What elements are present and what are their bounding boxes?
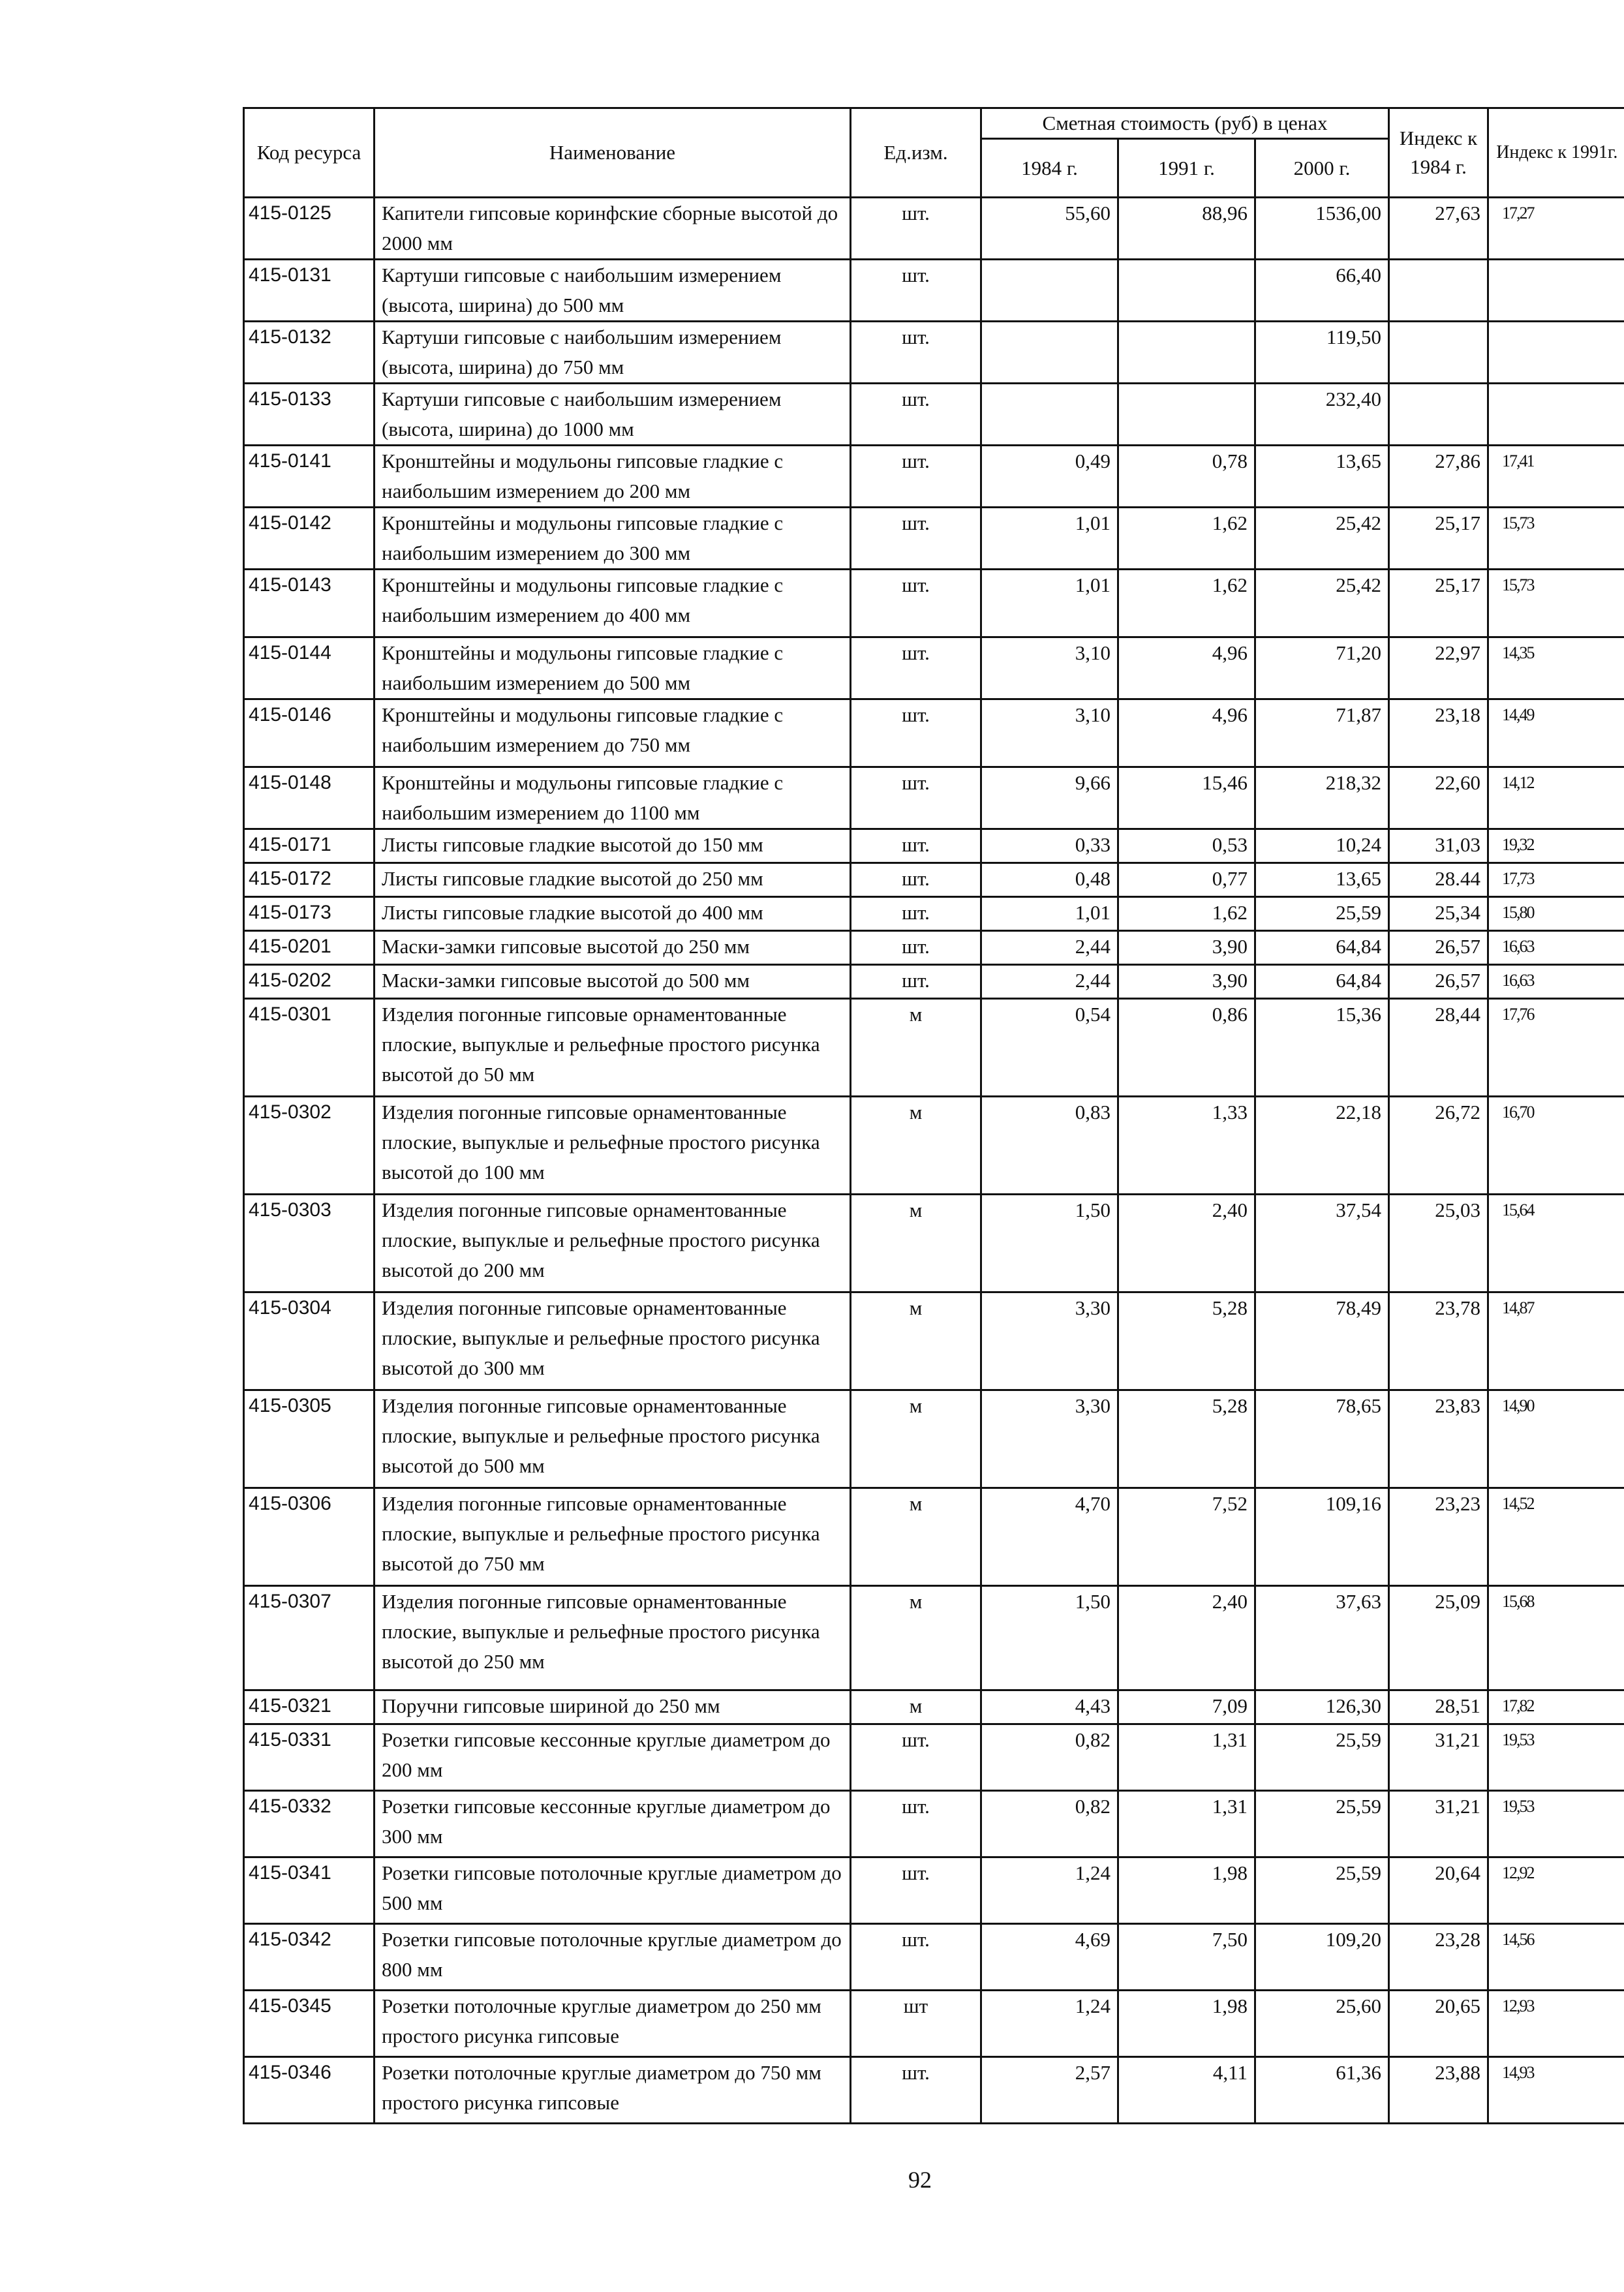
row-code: 415-0142 bbox=[244, 508, 375, 570]
row-price-1984: 0,54 bbox=[981, 999, 1118, 1097]
row-price-2000: 25,42 bbox=[1255, 570, 1389, 637]
table-row bbox=[244, 931, 1624, 965]
row-price-2000: 218,32 bbox=[1255, 767, 1389, 829]
row-code: 415-0125 bbox=[244, 198, 375, 260]
row-name: Розетки гипсовые потолочные круглые диаметром до 800 мм bbox=[375, 1924, 851, 1991]
row-price-1991: 1,62 bbox=[1118, 570, 1255, 637]
row-price-1984: 0,48 bbox=[981, 863, 1118, 897]
table-row bbox=[244, 1097, 1624, 1195]
row-price-1984: 0,33 bbox=[981, 829, 1118, 863]
row-price-1984 bbox=[981, 384, 1118, 446]
row-price-1984: 2,44 bbox=[981, 965, 1118, 999]
row-price-1991: 7,50 bbox=[1118, 1924, 1255, 1991]
row-code: 415-0171 bbox=[244, 829, 375, 863]
row-unit: шт. bbox=[851, 1791, 981, 1857]
row-price-2000: 13,65 bbox=[1255, 446, 1389, 508]
table-row bbox=[244, 699, 1624, 767]
row-price-1991: 7,09 bbox=[1118, 1690, 1255, 1724]
row-index-1984: 23,18 bbox=[1389, 699, 1488, 767]
row-name: Капители гипсовые коринфские сборные высотой до 2000 мм bbox=[375, 198, 851, 260]
row-name: Изделия погонные гипсовые орнаментованные плоские, выпуклые и рельефные простого рисунка высотой до 200 мм bbox=[375, 1195, 851, 1292]
row-name: Листы гипсовые гладкие высотой до 250 мм bbox=[375, 863, 851, 897]
row-index-1984: 25,03 bbox=[1389, 1195, 1488, 1292]
row-code: 415-0143 bbox=[244, 570, 375, 637]
row-unit: шт. bbox=[851, 384, 981, 446]
header-code: Код ресурса bbox=[244, 108, 375, 198]
row-code: 415-0133 bbox=[244, 384, 375, 446]
row-code: 415-0303 bbox=[244, 1195, 375, 1292]
row-unit: шт. bbox=[851, 1857, 981, 1924]
row-index-1991: 14,90 bbox=[1488, 1390, 1624, 1488]
table-row bbox=[244, 863, 1624, 897]
row-index-1984: 26,57 bbox=[1389, 931, 1488, 965]
row-unit: шт. bbox=[851, 508, 981, 570]
row-code: 415-0131 bbox=[244, 260, 375, 322]
table-row bbox=[244, 637, 1624, 699]
row-price-1991: 1,31 bbox=[1118, 1791, 1255, 1857]
row-index-1991: 14,49 bbox=[1488, 699, 1624, 767]
row-index-1984: 31,21 bbox=[1389, 1724, 1488, 1791]
row-unit: м bbox=[851, 1195, 981, 1292]
header-cost-group: Сметная стоимость (руб) в ценах bbox=[981, 108, 1389, 139]
row-price-2000: 25,59 bbox=[1255, 897, 1389, 931]
row-price-2000: 119,50 bbox=[1255, 322, 1389, 384]
row-price-1991: 1,98 bbox=[1118, 1857, 1255, 1924]
table-row bbox=[244, 1724, 1624, 1791]
table-row bbox=[244, 1791, 1624, 1857]
row-index-1984: 28,51 bbox=[1389, 1690, 1488, 1724]
row-index-1984: 23,78 bbox=[1389, 1292, 1488, 1390]
row-price-1991: 7,52 bbox=[1118, 1488, 1255, 1586]
row-price-1991: 5,28 bbox=[1118, 1292, 1255, 1390]
row-code: 415-0304 bbox=[244, 1292, 375, 1390]
table-row bbox=[244, 965, 1624, 999]
row-price-2000: 25,59 bbox=[1255, 1857, 1389, 1924]
row-price-1984: 1,50 bbox=[981, 1586, 1118, 1690]
row-price-1991: 15,46 bbox=[1118, 767, 1255, 829]
row-price-1984: 2,44 bbox=[981, 931, 1118, 965]
table-row bbox=[244, 1195, 1624, 1292]
header-year-1984: 1984 г. bbox=[981, 139, 1118, 198]
row-unit: шт. bbox=[851, 931, 981, 965]
row-unit: шт. bbox=[851, 897, 981, 931]
row-index-1991: 16,63 bbox=[1488, 965, 1624, 999]
row-index-1991: 15,80 bbox=[1488, 897, 1624, 931]
row-index-1984 bbox=[1389, 260, 1488, 322]
row-price-2000: 126,30 bbox=[1255, 1690, 1389, 1724]
row-index-1991: 16,70 bbox=[1488, 1097, 1624, 1195]
row-price-2000: 1536,00 bbox=[1255, 198, 1389, 260]
row-name: Маски-замки гипсовые высотой до 250 мм bbox=[375, 931, 851, 965]
table-row bbox=[244, 198, 1624, 260]
table-row bbox=[244, 1991, 1624, 2057]
row-index-1984: 31,03 bbox=[1389, 829, 1488, 863]
row-price-1991: 0,77 bbox=[1118, 863, 1255, 897]
table-row bbox=[244, 508, 1624, 570]
row-index-1991: 14,52 bbox=[1488, 1488, 1624, 1586]
row-name: Розетки потолочные круглые диаметром до 250 мм простого рисунка гипсовые bbox=[375, 1991, 851, 2057]
row-price-2000: 109,20 bbox=[1255, 1924, 1389, 1991]
row-name: Розетки гипсовые кессонные круглые диаметром до 200 мм bbox=[375, 1724, 851, 1791]
row-price-1991: 2,40 bbox=[1118, 1195, 1255, 1292]
table-row bbox=[244, 446, 1624, 508]
row-code: 415-0141 bbox=[244, 446, 375, 508]
row-code: 415-0341 bbox=[244, 1857, 375, 1924]
row-unit: м bbox=[851, 1488, 981, 1586]
row-code: 415-0301 bbox=[244, 999, 375, 1097]
row-unit: шт. bbox=[851, 322, 981, 384]
row-index-1984: 27,63 bbox=[1389, 198, 1488, 260]
row-price-2000: 25,59 bbox=[1255, 1724, 1389, 1791]
row-unit: шт. bbox=[851, 863, 981, 897]
row-code: 415-0306 bbox=[244, 1488, 375, 1586]
row-code: 415-0201 bbox=[244, 931, 375, 965]
row-index-1984: 23,23 bbox=[1389, 1488, 1488, 1586]
row-price-2000: 78,65 bbox=[1255, 1390, 1389, 1488]
row-index-1991 bbox=[1488, 322, 1624, 384]
row-code: 415-0146 bbox=[244, 699, 375, 767]
row-index-1991: 14,56 bbox=[1488, 1924, 1624, 1991]
row-code: 415-0307 bbox=[244, 1586, 375, 1690]
row-index-1984: 28.44 bbox=[1389, 863, 1488, 897]
row-index-1984: 25,17 bbox=[1389, 508, 1488, 570]
row-unit: шт. bbox=[851, 767, 981, 829]
row-price-2000: 64,84 bbox=[1255, 965, 1389, 999]
row-index-1991: 19,53 bbox=[1488, 1724, 1624, 1791]
row-price-2000: 71,20 bbox=[1255, 637, 1389, 699]
row-price-1984: 0,82 bbox=[981, 1791, 1118, 1857]
table-row bbox=[244, 897, 1624, 931]
row-price-1991: 2,40 bbox=[1118, 1586, 1255, 1690]
row-name: Изделия погонные гипсовые орнаментованные плоские, выпуклые и рельефные простого рисунка высотой до 300 мм bbox=[375, 1292, 851, 1390]
header-unit: Ед.изм. bbox=[851, 108, 981, 198]
row-name: Поручни гипсовые шириной до 250 мм bbox=[375, 1690, 851, 1724]
row-price-1984: 55,60 bbox=[981, 198, 1118, 260]
table-row bbox=[244, 570, 1624, 637]
row-code: 415-0302 bbox=[244, 1097, 375, 1195]
row-name: Изделия погонные гипсовые орнаментованные плоские, выпуклые и рельефные простого рисунка высотой до 250 мм bbox=[375, 1586, 851, 1690]
table-row bbox=[244, 384, 1624, 446]
row-price-1984: 0,82 bbox=[981, 1724, 1118, 1791]
row-unit: шт. bbox=[851, 260, 981, 322]
row-price-1991: 4,11 bbox=[1118, 2057, 1255, 2124]
row-index-1991: 14,87 bbox=[1488, 1292, 1624, 1390]
row-price-2000: 64,84 bbox=[1255, 931, 1389, 965]
header-year-1991: 1991 г. bbox=[1118, 139, 1255, 198]
row-price-2000: 37,63 bbox=[1255, 1586, 1389, 1690]
row-index-1991: 15,73 bbox=[1488, 570, 1624, 637]
row-price-1984: 1,50 bbox=[981, 1195, 1118, 1292]
row-price-2000: 78,49 bbox=[1255, 1292, 1389, 1390]
row-index-1984: 25,09 bbox=[1389, 1586, 1488, 1690]
row-unit: шт. bbox=[851, 446, 981, 508]
table-row bbox=[244, 1488, 1624, 1586]
row-index-1984: 26,57 bbox=[1389, 965, 1488, 999]
row-price-1984: 0,49 bbox=[981, 446, 1118, 508]
row-code: 415-0132 bbox=[244, 322, 375, 384]
row-name: Розетки гипсовые потолочные круглые диаметром до 500 мм bbox=[375, 1857, 851, 1924]
row-index-1984: 20,65 bbox=[1389, 1991, 1488, 2057]
row-unit: м bbox=[851, 1292, 981, 1390]
row-index-1991: 15,73 bbox=[1488, 508, 1624, 570]
row-name: Кронштейны и модульоны гипсовые гладкие с наибольшим измерением до 300 мм bbox=[375, 508, 851, 570]
row-index-1991: 17,27 bbox=[1488, 198, 1624, 260]
table-row bbox=[244, 322, 1624, 384]
row-unit: м bbox=[851, 1586, 981, 1690]
row-index-1991: 19,32 bbox=[1488, 829, 1624, 863]
row-price-2000: 25,42 bbox=[1255, 508, 1389, 570]
row-price-1984: 9,66 bbox=[981, 767, 1118, 829]
table-row bbox=[244, 1390, 1624, 1488]
row-name: Изделия погонные гипсовые орнаментованные плоские, выпуклые и рельефные простого рисунка высотой до 50 мм bbox=[375, 999, 851, 1097]
row-name: Кронштейны и модульоны гипсовые гладкие с наибольшим измерением до 400 мм bbox=[375, 570, 851, 637]
row-price-1984: 4,70 bbox=[981, 1488, 1118, 1586]
row-index-1991: 12,92 bbox=[1488, 1857, 1624, 1924]
row-code: 415-0148 bbox=[244, 767, 375, 829]
row-name: Картуши гипсовые с наибольшим измерением (высота, ширина) до 1000 мм bbox=[375, 384, 851, 446]
row-price-1991: 88,96 bbox=[1118, 198, 1255, 260]
row-unit: шт. bbox=[851, 965, 981, 999]
row-index-1991: 12,93 bbox=[1488, 1991, 1624, 2057]
row-index-1984: 25,17 bbox=[1389, 570, 1488, 637]
header-year-2000: 2000 г. bbox=[1255, 139, 1389, 198]
row-unit: шт. bbox=[851, 570, 981, 637]
header-name: Наименование bbox=[375, 108, 851, 198]
row-index-1991: 15,64 bbox=[1488, 1195, 1624, 1292]
row-code: 415-0144 bbox=[244, 637, 375, 699]
row-index-1984: 31,21 bbox=[1389, 1791, 1488, 1857]
row-price-1991: 0,78 bbox=[1118, 446, 1255, 508]
row-index-1991: 17,41 bbox=[1488, 446, 1624, 508]
row-index-1991: 19,53 bbox=[1488, 1791, 1624, 1857]
row-price-1984: 1,01 bbox=[981, 570, 1118, 637]
row-unit: м bbox=[851, 1390, 981, 1488]
row-price-1984: 2,57 bbox=[981, 2057, 1118, 2124]
row-index-1991: 14,35 bbox=[1488, 637, 1624, 699]
row-price-1984: 3,10 bbox=[981, 699, 1118, 767]
row-price-1984 bbox=[981, 322, 1118, 384]
row-code: 415-0332 bbox=[244, 1791, 375, 1857]
row-price-1991 bbox=[1118, 322, 1255, 384]
row-code: 415-0345 bbox=[244, 1991, 375, 2057]
row-index-1984: 23,28 bbox=[1389, 1924, 1488, 1991]
row-code: 415-0202 bbox=[244, 965, 375, 999]
row-code: 415-0321 bbox=[244, 1690, 375, 1724]
row-index-1984: 22,97 bbox=[1389, 637, 1488, 699]
table-row bbox=[244, 1857, 1624, 1924]
row-price-1984: 4,69 bbox=[981, 1924, 1118, 1991]
row-price-1984: 3,10 bbox=[981, 637, 1118, 699]
row-price-2000: 61,36 bbox=[1255, 2057, 1389, 2124]
row-price-2000: 25,60 bbox=[1255, 1991, 1389, 2057]
row-price-1984: 1,24 bbox=[981, 1857, 1118, 1924]
row-price-2000: 71,87 bbox=[1255, 699, 1389, 767]
row-price-1991: 3,90 bbox=[1118, 931, 1255, 965]
row-price-1984: 4,43 bbox=[981, 1690, 1118, 1724]
row-price-1991: 1,62 bbox=[1118, 897, 1255, 931]
row-price-2000: 109,16 bbox=[1255, 1488, 1389, 1586]
row-index-1984: 27,86 bbox=[1389, 446, 1488, 508]
row-name: Листы гипсовые гладкие высотой до 400 мм bbox=[375, 897, 851, 931]
header-index-1984: Индекс к 1984 г. bbox=[1389, 108, 1488, 198]
row-price-1991: 1,98 bbox=[1118, 1991, 1255, 2057]
row-price-2000: 13,65 bbox=[1255, 863, 1389, 897]
row-unit: шт. bbox=[851, 1724, 981, 1791]
row-price-1984: 3,30 bbox=[981, 1390, 1118, 1488]
row-price-1984 bbox=[981, 260, 1118, 322]
row-price-2000: 232,40 bbox=[1255, 384, 1389, 446]
row-code: 415-0346 bbox=[244, 2057, 375, 2124]
row-price-1984: 1,01 bbox=[981, 508, 1118, 570]
row-name: Изделия погонные гипсовые орнаментованные плоские, выпуклые и рельефные простого рисунка высотой до 750 мм bbox=[375, 1488, 851, 1586]
table-row bbox=[244, 1924, 1624, 1991]
row-price-1991: 5,28 bbox=[1118, 1390, 1255, 1488]
row-name: Кронштейны и модульоны гипсовые гладкие с наибольшим измерением до 1100 мм bbox=[375, 767, 851, 829]
row-price-2000: 15,36 bbox=[1255, 999, 1389, 1097]
row-unit: шт. bbox=[851, 2057, 981, 2124]
row-name: Картуши гипсовые с наибольшим измерением (высота, ширина) до 500 мм bbox=[375, 260, 851, 322]
row-price-1991: 1,62 bbox=[1118, 508, 1255, 570]
row-price-2000: 25,59 bbox=[1255, 1791, 1389, 1857]
row-price-2000: 37,54 bbox=[1255, 1195, 1389, 1292]
row-code: 415-0305 bbox=[244, 1390, 375, 1488]
row-index-1984 bbox=[1389, 384, 1488, 446]
table-row bbox=[244, 999, 1624, 1097]
row-price-2000: 66,40 bbox=[1255, 260, 1389, 322]
row-price-1991: 4,96 bbox=[1118, 637, 1255, 699]
row-code: 415-0173 bbox=[244, 897, 375, 931]
row-unit: шт. bbox=[851, 699, 981, 767]
page-number: 92 bbox=[908, 2167, 932, 2193]
row-code: 415-0331 bbox=[244, 1724, 375, 1791]
row-code: 415-0172 bbox=[244, 863, 375, 897]
row-unit: шт bbox=[851, 1991, 981, 2057]
row-price-1991 bbox=[1118, 260, 1255, 322]
row-index-1984: 20,64 bbox=[1389, 1857, 1488, 1924]
row-index-1991: 17,73 bbox=[1488, 863, 1624, 897]
row-index-1991: 16,63 bbox=[1488, 931, 1624, 965]
row-index-1984: 23,88 bbox=[1389, 2057, 1488, 2124]
row-index-1984: 25,34 bbox=[1389, 897, 1488, 931]
table-row bbox=[244, 1690, 1624, 1724]
row-unit: м bbox=[851, 1097, 981, 1195]
row-price-1991: 1,31 bbox=[1118, 1724, 1255, 1791]
row-name: Кронштейны и модульоны гипсовые гладкие с наибольшим измерением до 750 мм bbox=[375, 699, 851, 767]
row-index-1991: 14,93 bbox=[1488, 2057, 1624, 2124]
row-index-1984: 28,44 bbox=[1389, 999, 1488, 1097]
row-name: Кронштейны и модульоны гипсовые гладкие с наибольшим измерением до 200 мм bbox=[375, 446, 851, 508]
row-price-1984: 3,30 bbox=[981, 1292, 1118, 1390]
table-row bbox=[244, 767, 1624, 829]
row-index-1991: 17,76 bbox=[1488, 999, 1624, 1097]
row-code: 415-0342 bbox=[244, 1924, 375, 1991]
table-row bbox=[244, 1586, 1624, 1690]
row-price-1991: 1,33 bbox=[1118, 1097, 1255, 1195]
row-price-1984: 1,24 bbox=[981, 1991, 1118, 2057]
row-unit: м bbox=[851, 999, 981, 1097]
row-price-1991: 3,90 bbox=[1118, 965, 1255, 999]
row-name: Маски-замки гипсовые высотой до 500 мм bbox=[375, 965, 851, 999]
row-index-1991 bbox=[1488, 384, 1624, 446]
resource-price-table bbox=[243, 107, 1624, 2124]
row-index-1984: 23,83 bbox=[1389, 1390, 1488, 1488]
row-price-1991: 4,96 bbox=[1118, 699, 1255, 767]
row-index-1984 bbox=[1389, 322, 1488, 384]
row-price-2000: 22,18 bbox=[1255, 1097, 1389, 1195]
table-row bbox=[244, 260, 1624, 322]
row-unit: шт. bbox=[851, 198, 981, 260]
table-row bbox=[244, 2057, 1624, 2124]
row-price-1991 bbox=[1118, 384, 1255, 446]
row-name: Листы гипсовые гладкие высотой до 150 мм bbox=[375, 829, 851, 863]
row-unit: м bbox=[851, 1690, 981, 1724]
row-name: Розетки потолочные круглые диаметром до 750 мм простого рисунка гипсовые bbox=[375, 2057, 851, 2124]
row-unit: шт. bbox=[851, 637, 981, 699]
row-price-2000: 10,24 bbox=[1255, 829, 1389, 863]
row-index-1991: 17,82 bbox=[1488, 1690, 1624, 1724]
row-index-1991: 15,68 bbox=[1488, 1586, 1624, 1690]
row-price-1984: 0,83 bbox=[981, 1097, 1118, 1195]
table-row bbox=[244, 1292, 1624, 1390]
row-index-1991 bbox=[1488, 260, 1624, 322]
row-unit: шт. bbox=[851, 1924, 981, 1991]
row-index-1991: 14,12 bbox=[1488, 767, 1624, 829]
row-price-1991: 0,86 bbox=[1118, 999, 1255, 1097]
row-price-1984: 1,01 bbox=[981, 897, 1118, 931]
row-name: Розетки гипсовые кессонные круглые диаметром до 300 мм bbox=[375, 1791, 851, 1857]
table-body bbox=[244, 198, 1624, 2124]
row-name: Картуши гипсовые с наибольшим измерением (высота, ширина) до 750 мм bbox=[375, 322, 851, 384]
row-price-1991: 0,53 bbox=[1118, 829, 1255, 863]
row-index-1984: 22,60 bbox=[1389, 767, 1488, 829]
row-name: Изделия погонные гипсовые орнаментованные плоские, выпуклые и рельефные простого рисунка высотой до 100 мм bbox=[375, 1097, 851, 1195]
row-name: Изделия погонные гипсовые орнаментованные плоские, выпуклые и рельефные простого рисунка высотой до 500 мм bbox=[375, 1390, 851, 1488]
row-index-1984: 26,72 bbox=[1389, 1097, 1488, 1195]
table-row bbox=[244, 829, 1624, 863]
header-index-1991: Индекс к 1991г. bbox=[1488, 108, 1624, 198]
row-name: Кронштейны и модульоны гипсовые гладкие с наибольшим измерением до 500 мм bbox=[375, 637, 851, 699]
row-unit: шт. bbox=[851, 829, 981, 863]
